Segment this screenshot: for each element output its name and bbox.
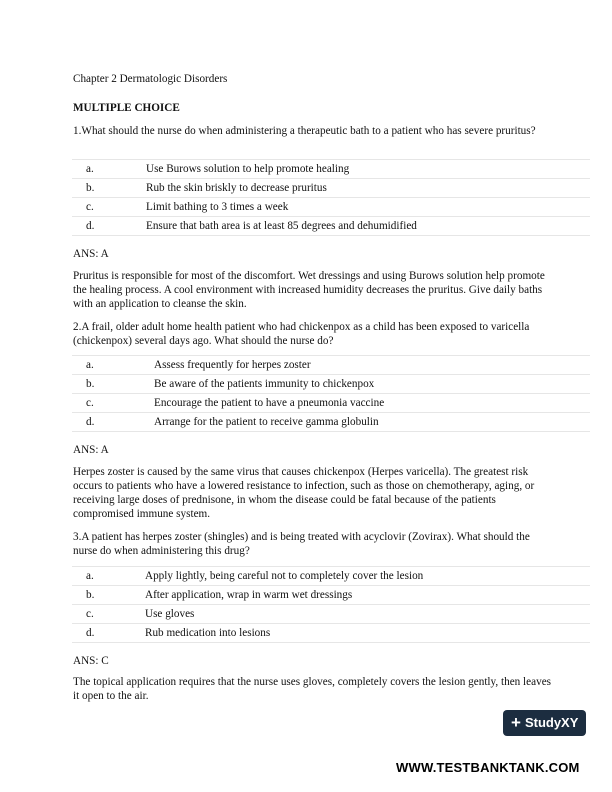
question-1-stem: 1.What should the nurse do when administering a therapeutic bath to a patient who has severe pruritus? — [73, 125, 536, 137]
studyxy-logo[interactable] — [503, 710, 586, 736]
question-2-stem: 2.A frail, older adult home health patient who had chickenpox as a child has been exposed to varicella (chickenpox) several days ago. What should the nurse do? — [73, 321, 530, 347]
option-letter: b. — [72, 375, 104, 394]
option-row — [72, 605, 590, 624]
plus-icon: + — [511, 713, 521, 732]
question-3-stem: 3.A patient has herpes zoster (shingles) and is being treated with acyclovir (Zovirax). What should the nurse do when administering this drug? — [73, 531, 530, 557]
question-3-options — [72, 566, 590, 643]
question-1-options — [72, 159, 590, 236]
option-letter: c. — [72, 605, 104, 624]
option-text: Use Burows solution to help promote healing — [104, 160, 590, 179]
option-letter: d. — [72, 624, 104, 643]
option-row — [72, 567, 590, 586]
option-letter: c. — [72, 198, 104, 217]
option-row — [72, 413, 590, 432]
option-row — [72, 586, 590, 605]
option-letter: a. — [72, 567, 104, 586]
option-row — [72, 394, 590, 413]
question-3-rationale: The topical application requires that the nurse uses gloves, completely covers the lesion gently, then leaves it open to the air. — [73, 676, 552, 702]
option-row — [72, 179, 590, 198]
option-letter: d. — [72, 217, 104, 236]
option-row — [72, 375, 590, 394]
option-text: Be aware of the patients immunity to chickenpox — [104, 375, 590, 394]
option-row — [72, 356, 590, 375]
option-letter: b. — [72, 586, 104, 605]
question-3-answer: ANS: C — [73, 655, 109, 667]
option-text: Limit bathing to 3 times a week — [104, 198, 590, 217]
option-letter: d. — [72, 413, 104, 432]
option-row — [72, 198, 590, 217]
chapter-title: Chapter 2 Dermatologic Disorders — [73, 73, 228, 85]
option-text: Use gloves — [104, 605, 590, 624]
option-row — [72, 624, 590, 643]
option-row — [72, 217, 590, 236]
brand-label: StudyXY — [524, 715, 579, 730]
option-text: Ensure that bath area is at least 85 degrees and dehumidified — [104, 217, 590, 236]
option-row — [72, 160, 590, 179]
option-text: After application, wrap in warm wet dressings — [104, 586, 590, 605]
question-1-answer: ANS: A — [73, 248, 109, 260]
option-text: Rub the skin briskly to decrease pruritus — [104, 179, 590, 198]
option-letter: a. — [72, 160, 104, 179]
option-text: Encourage the patient to have a pneumonia vaccine — [104, 394, 590, 413]
option-letter: c. — [72, 394, 104, 413]
question-1-rationale: Pruritus is responsible for most of the discomfort. Wet dressings and using Burows solution help promote the healing process. A cool environment with increased humidity decreases the pruritus. Give daily baths with an application to cleanse the skin. — [73, 270, 545, 310]
option-text: Assess frequently for herpes zoster — [104, 356, 590, 375]
question-2-answer: ANS: A — [73, 444, 109, 456]
footer-url: WWW.TESTBANKTANK.COM — [396, 760, 580, 775]
question-2-rationale: Herpes zoster is caused by the same virus that causes chickenpox (Herpes varicella). The greatest risk occurs to patients who have a lowered resistance to infection, such as those on chemotherapy, aging, or receiving large doses of prednisone, in whom the disease could be fatal because of the patients compromised immune system. — [73, 466, 535, 520]
option-text: Apply lightly, being careful not to completely cover the lesion — [104, 567, 590, 586]
section-title: MULTIPLE CHOICE — [73, 102, 180, 114]
option-text: Rub medication into lesions — [104, 624, 590, 643]
option-text: Arrange for the patient to receive gamma globulin — [104, 413, 590, 432]
question-2-options — [72, 355, 590, 432]
option-letter: a. — [72, 356, 104, 375]
option-letter: b. — [72, 179, 104, 198]
